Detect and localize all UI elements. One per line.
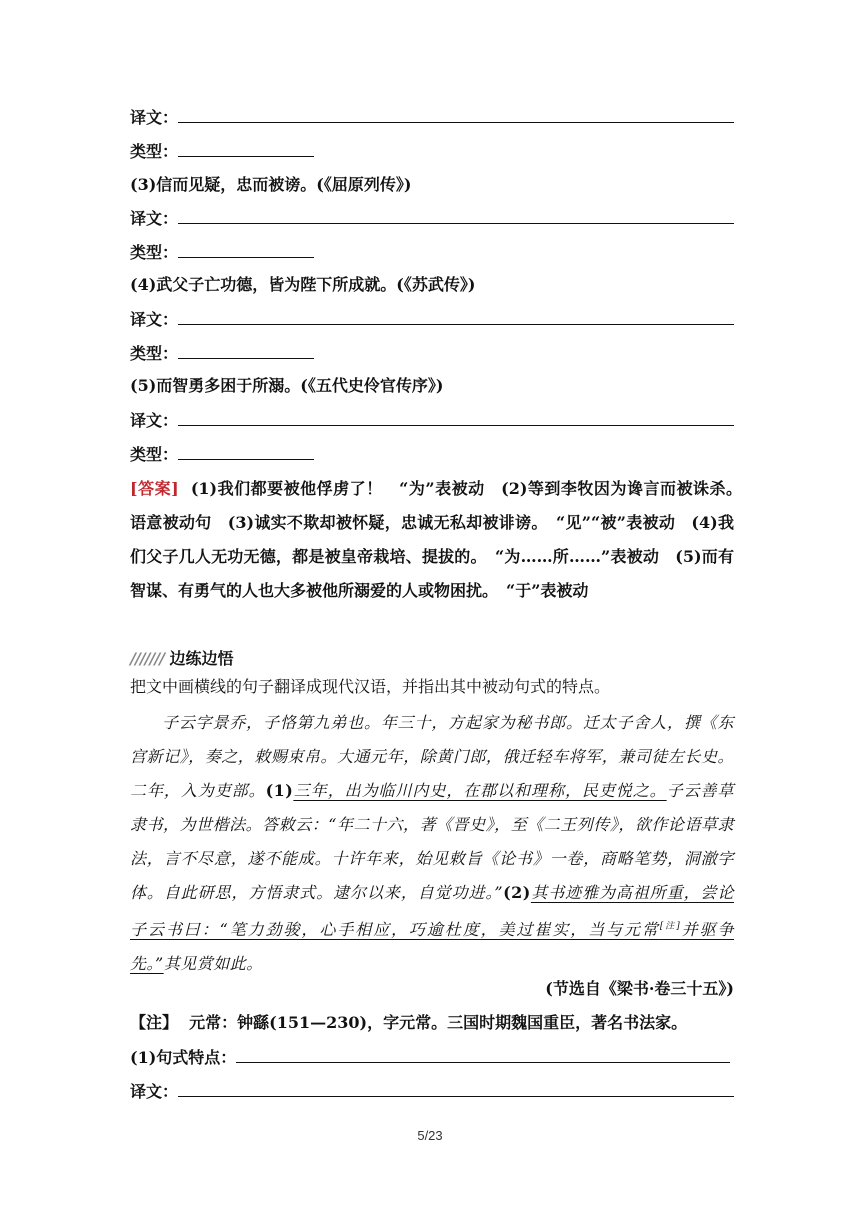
answer-blank[interactable]: [236, 1046, 730, 1063]
translation-label: 译文：: [130, 411, 179, 430]
answer-blank[interactable]: [178, 342, 314, 359]
source-citation: [130, 978, 734, 1000]
answer-blank[interactable]: [178, 140, 314, 157]
question-5: [130, 375, 740, 397]
answer-blank[interactable]: [178, 106, 734, 123]
note-text: 元常：钟繇(151—230)，字元常。三国时期魏国重臣，著名书法家。: [189, 1013, 688, 1032]
answer-blank[interactable]: [178, 443, 314, 460]
translation-label: 译文：: [130, 209, 179, 228]
section-title: 边练边悟: [169, 649, 234, 668]
note-label: 【注】: [130, 1013, 179, 1032]
question-text: (5)而智勇多困于所溺。(《五代史伶官传序》): [130, 376, 444, 395]
type-line-3: [130, 241, 740, 264]
answer-blank[interactable]: [178, 1080, 734, 1097]
answer-blank[interactable]: [178, 409, 734, 426]
note-marker: [注]: [659, 922, 681, 932]
type-line-5: [130, 443, 740, 466]
translation-line-4: [130, 308, 740, 331]
type-label: 类型：: [130, 445, 179, 464]
underlined-text: 并驱争先。”: [130, 920, 734, 974]
type-label: 类型：: [130, 243, 179, 262]
section-header: [130, 646, 234, 669]
exercise-line-2: [130, 1080, 740, 1103]
question-text: (3)信而见疑，忠而被谤。(《屈原列传》): [130, 175, 412, 194]
question-3: [130, 174, 740, 196]
section-marker: ///////: [130, 649, 164, 668]
answer-blank[interactable]: [178, 207, 734, 224]
translation-line-2: [130, 106, 740, 129]
source-text: (节选自《梁书·卷三十五》): [545, 979, 734, 998]
exercise-line-1: [130, 1046, 740, 1069]
instruction: [130, 676, 740, 698]
underline-number-1: (1): [265, 781, 294, 800]
instruction-text: 把文中画横线的句子翻译成现代汉语，并指出其中被动句式的特点。: [130, 677, 611, 696]
translation-line-3: [130, 207, 740, 230]
passage-text: 子云善草隶书，为世楷法。答敕云：“年二十六，著《晋史》，至《二王列传》，欲作论语草隶法，言不尽意，遂不能成。十许年来，始见敕旨《论书》一卷，商略笔势，洞澈字体。自此研思，方悟隶式。逮尔以来，自觉功进。”: [130, 781, 734, 902]
passage-text: 其见赏如此。: [163, 954, 263, 974]
type-line-2: [130, 140, 740, 163]
translation-line-5: [130, 409, 740, 432]
question-text: (4)武父子亡功德，皆为陛下所成就。(《苏武传》): [130, 275, 476, 294]
answer-block: [130, 472, 751, 608]
passage-text: 子云字景乔，子恪第九弟也。年三十，方起家为秘书郎。迁太子舍人，撰《东宫新记》，奏之，敕赐束帛。大通元年，除黄门郎，俄迁轻车将军，兼司徒左长史。二年，入为吏部。: [130, 713, 734, 800]
underlined-text: 其书迹雅为高祖所重，尝论子云书曰：“笔力劲骏，心手相应，巧逾杜度，美过崔实，当与元常: [130, 883, 734, 940]
page-number: 5/23: [417, 1128, 443, 1143]
underline-number-2: (2): [503, 883, 531, 902]
translation-label: 译文：: [130, 108, 179, 127]
question-4: [130, 274, 740, 296]
answer-tag: [答案]: [130, 479, 179, 498]
type-line-4: [130, 342, 740, 365]
answer-text: (1)我们都要被他俘虏了！ “为”表被动 (2)等到李牧因为谗言而被诛杀。 语意被动句 (3)诚实不欺却被怀疑，忠诚无私却被诽谤。 “见”“被”表被动 (4)我们父子几人无功无德，都是被皇帝栽培、提拔的。 “为……所……”表被动 (5)而有智谋、有勇气的人也大多被他所溺爱的人或物困扰。 “于”表被动: [130, 479, 751, 600]
type-label: 类型：: [130, 344, 179, 363]
translation-label: 译文：: [130, 310, 179, 329]
underlined-sentence-1: 三年，出为临川内史，在郡以和理称，民吏悦之。: [293, 781, 667, 800]
pattern-label: (1)句式特点：: [130, 1048, 237, 1067]
note: [130, 1012, 740, 1034]
answer-blank[interactable]: [178, 308, 734, 325]
answer-blank[interactable]: [178, 241, 314, 258]
passage: [130, 706, 734, 981]
type-label: 类型：: [130, 142, 179, 161]
translation-label: 译文：: [130, 1082, 179, 1101]
